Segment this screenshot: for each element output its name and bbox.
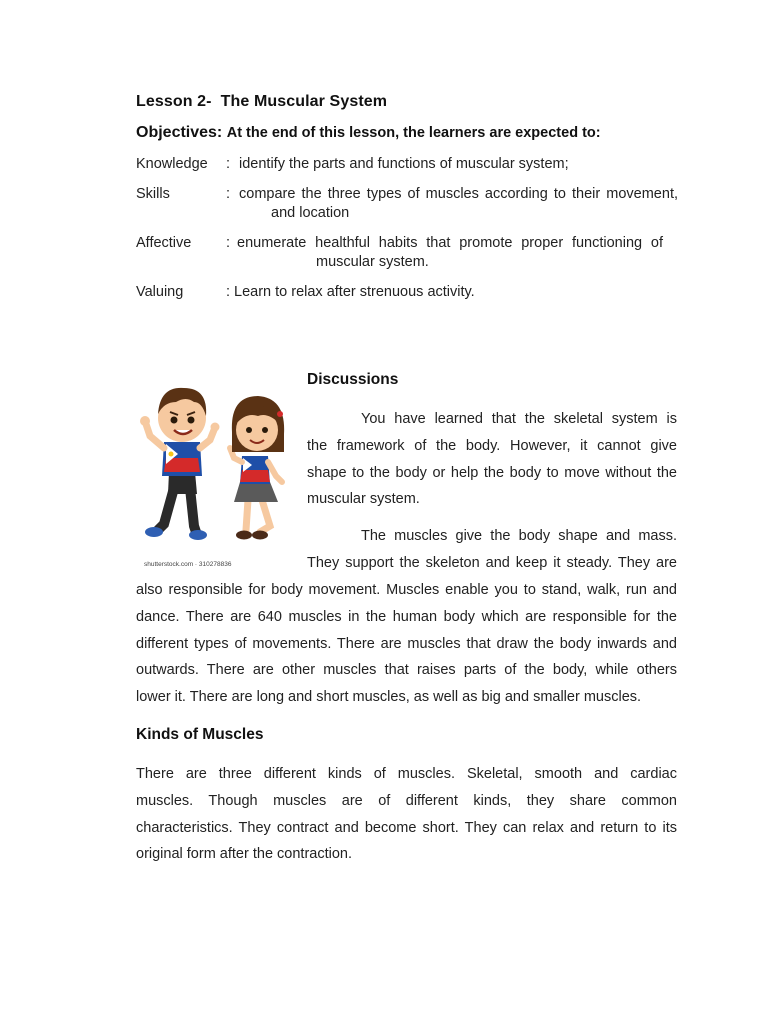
paragraph-line: The muscles give the body shape and mass. [361,528,677,544]
objective-line: muscular system. [316,254,429,270]
objective-line: and location [271,205,350,221]
objective-line: identify the parts and functions of muscular system; [239,156,569,172]
objective-line: compare the three types of muscles according to their movement, [239,186,678,202]
kinds-paragraph [136,761,677,868]
objective-text [237,234,663,272]
objective-colon: : [226,284,231,300]
paragraph-line: muscles. Though muscles are of different kinds, they share common [136,792,677,809]
discussions-paragraph-2-top [307,523,677,577]
paragraph-line: dance. There are 640 muscles in the human body which are responsible for the [136,608,677,625]
paragraph-line: characteristics. They contract and become short. They can relax and return to its [136,819,677,836]
paragraph-line: You have learned that the skeletal system is [361,411,677,427]
paragraph-line: There are three different kinds of muscles. Skeletal, smooth and cardiac [136,766,677,782]
paragraph-line: They support the skeleton and keep it steady. They are [307,554,677,571]
image-credit: shutterstock.com · 310278836 [144,561,232,568]
objective-affective [136,234,678,276]
paragraph-line: muscular system. [307,491,420,508]
objective-line: Learn to relax after strenuous activity. [234,284,475,300]
objective-label: Skills [136,186,170,202]
objective-text [239,155,680,174]
boy-figure [140,388,220,540]
objective-valuing [136,283,678,305]
objective-colon: : [226,186,231,202]
objective-label: Knowledge [136,156,208,172]
paragraph-line: shape to the body or help the body to move without the [307,464,677,481]
paragraph-line: outwards. There are other muscles that raises parts of the body, while others [136,662,677,679]
kids-illustration-image [136,372,298,572]
objectives-intro: At the end of this lesson, the learners are expected to: [226,125,601,141]
paragraph-line: different types of movements. There are muscles that draw the body inwards and [136,635,677,652]
paragraph-line: the framework of the body. However, it cannot give [307,437,677,454]
discussions-heading: Discussions [307,371,399,388]
girl-figure [230,396,284,540]
objective-label: Valuing [136,284,184,300]
discussions-paragraph-1 [307,406,677,513]
paragraph-line: lower it. There are long and short muscles, as well as big and smaller muscles. [136,689,642,706]
objective-colon: : [226,235,231,251]
kinds-of-muscles-heading: Kinds of Muscles [136,726,264,743]
objective-knowledge [136,155,678,177]
objective-label: Affective [136,235,192,251]
objectives-heading [136,124,601,142]
objective-line: enumerate healthful habits that promote proper functioning of [237,235,663,251]
kids-illustration [136,372,298,572]
objective-text [234,283,675,302]
discussions-paragraph-2-bottom [136,577,677,711]
objective-skills [136,185,678,227]
paragraph-line: original form after the contraction. [136,846,352,863]
paragraph-line: also responsible for body movement. Muscles enable you to stand, walk, run and [136,582,677,598]
objective-text [239,185,678,223]
objective-colon: : [226,156,231,172]
objectives-label: Objectives: [136,124,223,141]
lesson-title: Lesson 2- The Muscular System [136,93,388,110]
